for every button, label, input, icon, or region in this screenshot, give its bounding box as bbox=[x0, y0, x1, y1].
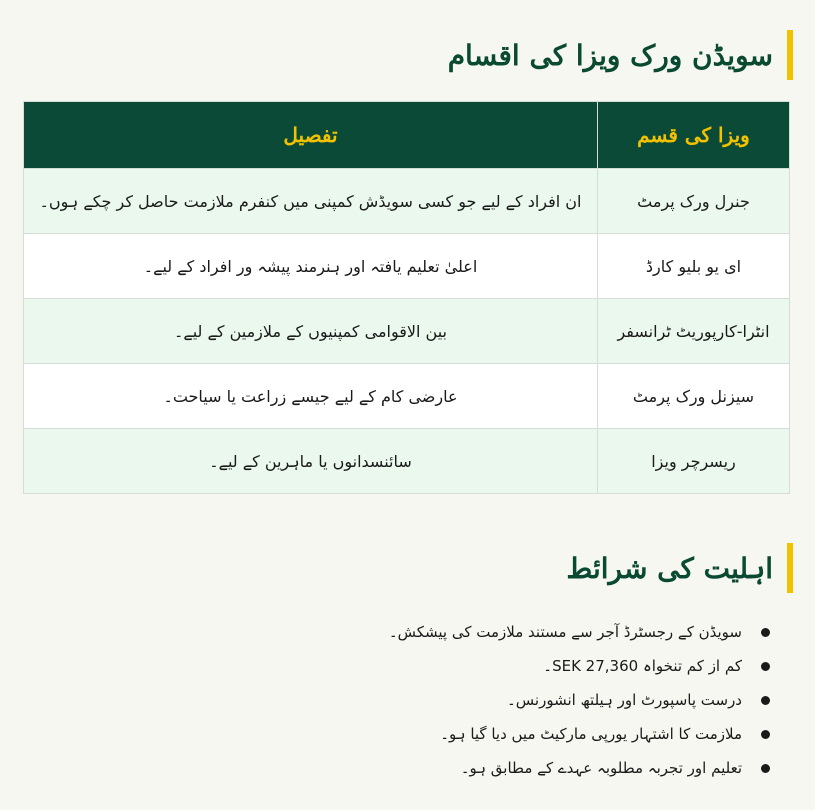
heading-accent-bar bbox=[787, 543, 793, 593]
visa-type-cell: انٹرا-کارپوریٹ ٹرانسفر bbox=[598, 299, 790, 364]
table-row bbox=[24, 234, 790, 299]
table-row bbox=[24, 169, 790, 234]
list-item bbox=[270, 615, 770, 649]
visa-details-cell: ان افراد کے لیے جو کسی سویڈش کمپنی میں کنفرم ملازمت حاصل کر چکے ہوں۔ bbox=[24, 169, 598, 234]
heading-accent-bar bbox=[787, 30, 793, 80]
visa-types-table bbox=[23, 101, 790, 494]
criteria-text: ملازمت کا اشتہار یورپی مارکیٹ میں دیا گیا ہو۔ bbox=[440, 725, 742, 743]
column-header-details: تفصیل bbox=[24, 102, 598, 169]
list-item bbox=[270, 649, 770, 683]
bullet-icon bbox=[761, 764, 770, 773]
list-item bbox=[270, 717, 770, 751]
column-header-visa-type: ویزا کی قسم bbox=[598, 102, 790, 169]
table-header-row bbox=[24, 102, 790, 169]
visa-types-title: سویڈن ورک ویزا کی اقسام bbox=[447, 38, 773, 72]
visa-details-cell: سائنسدانوں یا ماہرین کے لیے۔ bbox=[24, 429, 598, 494]
eligibility-title: اہلیت کی شرائط bbox=[566, 551, 773, 585]
bullet-icon bbox=[761, 730, 770, 739]
criteria-text: سویڈن کے رجسٹرڈ آجر سے مستند ملازمت کی پیشکش۔ bbox=[388, 623, 742, 641]
criteria-text: درست پاسپورٹ اور ہیلتھ انشورنس۔ bbox=[507, 691, 742, 709]
eligibility-heading bbox=[566, 543, 793, 593]
visa-types-heading bbox=[448, 30, 793, 80]
visa-details-cell: اعلیٰ تعلیم یافتہ اور ہنرمند پیشہ ور افراد کے لیے۔ bbox=[24, 234, 598, 299]
table-row bbox=[24, 429, 790, 494]
list-item bbox=[270, 683, 770, 717]
table-row bbox=[24, 299, 790, 364]
bullet-icon bbox=[761, 662, 770, 671]
visa-type-cell: ریسرچر ویزا bbox=[598, 429, 790, 494]
table-row bbox=[24, 364, 790, 429]
list-item bbox=[270, 751, 770, 785]
visa-type-cell: جنرل ورک پرمٹ bbox=[598, 169, 790, 234]
bullet-icon bbox=[761, 628, 770, 637]
visa-type-cell: سیزنل ورک پرمٹ bbox=[598, 364, 790, 429]
visa-type-cell: ای یو بلیو کارڈ bbox=[598, 234, 790, 299]
criteria-text: کم از کم تنخواہ SEK 27,360۔ bbox=[543, 657, 742, 675]
bullet-icon bbox=[761, 696, 770, 705]
visa-details-cell: عارضی کام کے لیے جیسے زراعت یا سیاحت۔ bbox=[24, 364, 598, 429]
visa-details-cell: بین الاقوامی کمپنیوں کے ملازمین کے لیے۔ bbox=[24, 299, 598, 364]
eligibility-list bbox=[270, 615, 770, 785]
criteria-text: تعلیم اور تجربہ مطلوبہ عہدے کے مطابق ہو۔ bbox=[460, 759, 742, 777]
